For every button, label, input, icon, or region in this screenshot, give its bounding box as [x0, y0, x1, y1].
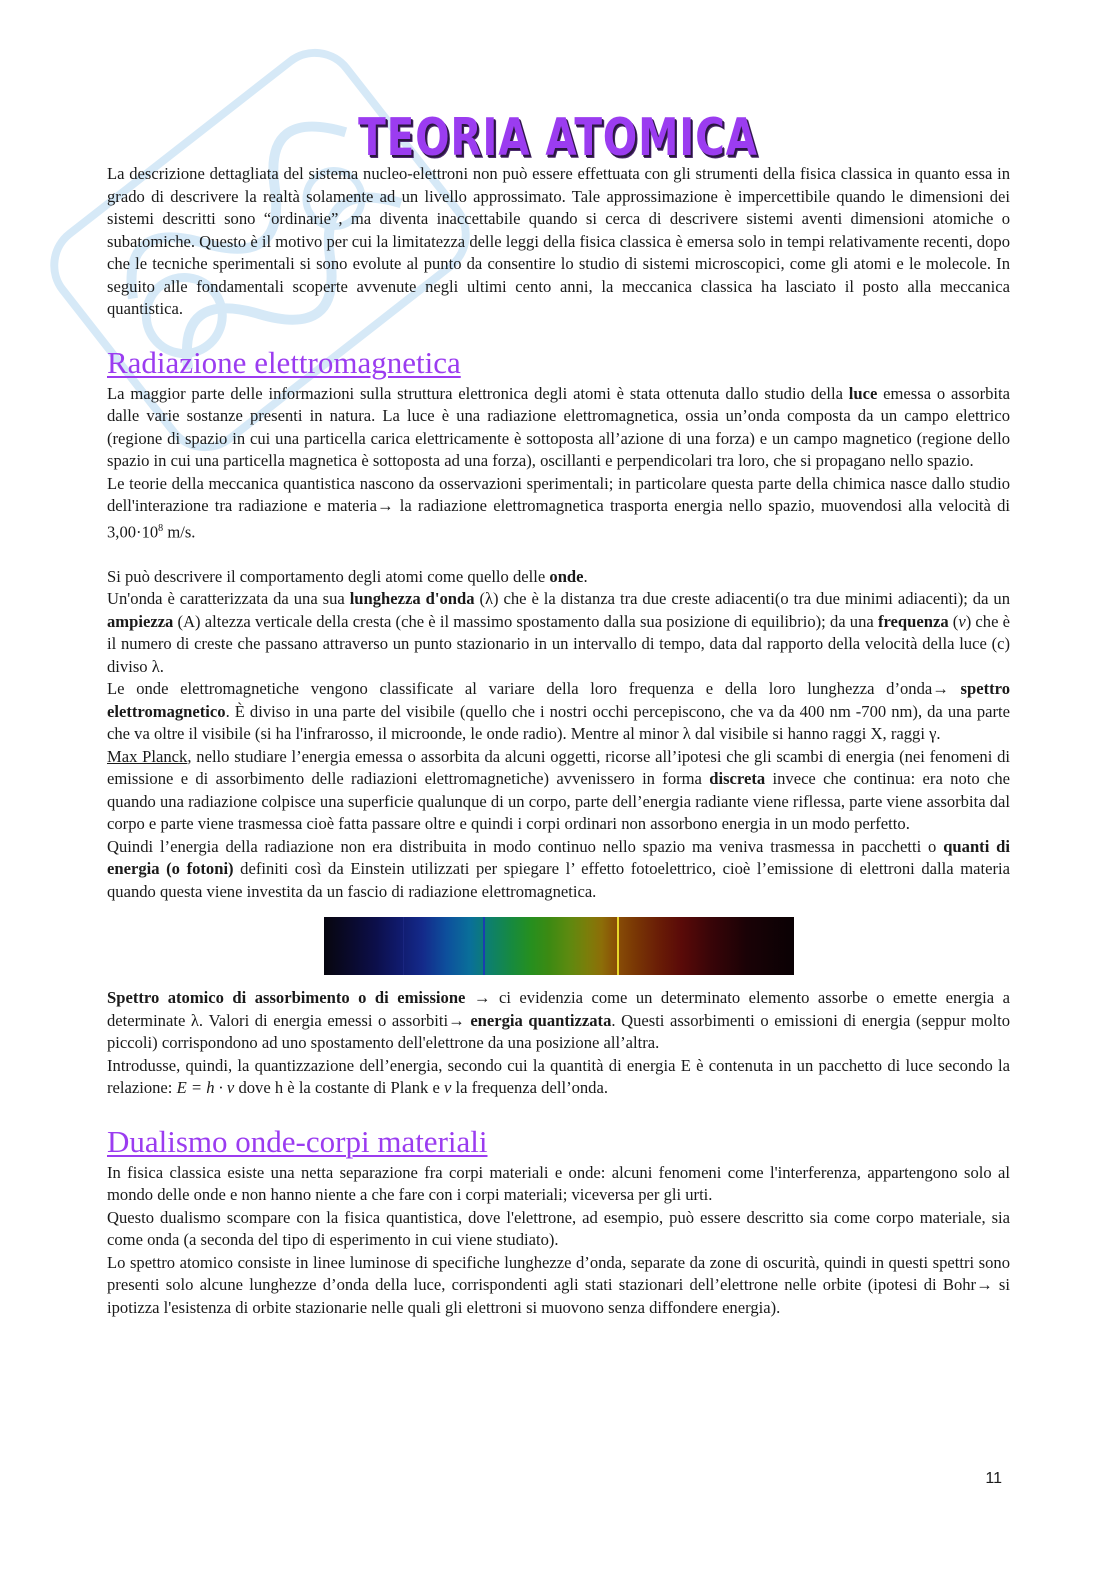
paragraph-teorie: Le teorie della meccanica quantistica nascono da osservazioni sperimentali; in particolare questa parte della chimica nasce dallo studio dell'interazione tra radiazione e materia→ la radiazione elettromagnetica trasporta energia nello spazio, muovendosi alla velocità di $3,00\cdot 10^8$ m/s. [107, 473, 1010, 542]
paragraph-planck: Max Planck, nello studiare l’energia emessa o assorbita da alcuni oggetti, ricorse all’ipotesi che gli scambi di energia (nei fenomeni di emissione e di assorbimento delle radiazioni elettromagnetiche) avvenissero in forma discreta invece che continua: era noto che quando una radiazione colpisce una superficie qualunque di un corpo, parte dell’energia radiante viene riflessa, parte viene assorbita dal corpo e parte viene trasmessa cioè fatta passare oltre e quindi i corpi ordinari non assorbono energia in un modo perfetto. [107, 746, 1010, 834]
spectrum-line [483, 917, 485, 975]
section-heading-radiazione: Radiazione elettromagnetica [107, 344, 461, 380]
paragraph-onde: Si può descrivere il comportamento degli atomi come quello delle onde. [107, 566, 588, 586]
paragraph-fisica-classica: In fisica classica esiste una netta separazione fra corpi materiali e onde: alcuni fenomeni come l'interferenza, appartengono solo al mondo delle onde e non hanno niente a che fare con i corpi materiali; viceversa per gli urti. [107, 1162, 1010, 1205]
paragraph-spettro: Le onde elettromagnetiche vengono classificate al variare della loro frequenza e della loro lunghezza d’onda→ spettro elettromagnetico. È diviso in una parte del visibile (quello che i nostri occhi percepiscono, che va da 400 nm -700 nm), da una parte che va oltre il visibile (si ha l'infrarosso, il microonde, le onde radio). Mentre al minor λ dal visibile si hanno raggi X, raggi γ. [107, 679, 1010, 744]
paragraph-dualismo: Questo dualismo scompare con la fisica quantistica, dove l'elettrone, ad esempio, può essere descritto sia come corpo materiale, sia come onda (a seconda del tipo di esperimento in cui viene studiato). [107, 1207, 1010, 1250]
paragraph-luce: La maggior parte delle informazioni sulla struttura elettronica degli atomi è stata ottenuta dallo studio della luce emessa o assorbita dalle varie sostanze presenti in natura. La luce è una radiazione elettromagnetica, ossia un’onda composta da un campo elettrico (regione di spazio in cui una particella carica elettricamente è sottoposta all’azione di una forza) e un campo magnetico (regione dello spazio in cui una particella magnetica è sottoposta ad una forza), oscillanti e perpendicolari tra loro, che si propagano nello spazio. [107, 383, 1010, 470]
intro-paragraph: La descrizione dettagliata del sistema nucleo-elettroni non può essere effettuata con gli strumenti della fisica classica in quanto essa in grado di descrivere la realtà solamente ad un livello approssimato. Tale approssimazione è impercettibile quando le dimensioni dei sistemi descritti sono “ordinarie”, ma diventa inaccettabile quando si cerca di descrivere sistemi aventi dimensioni atomiche o subatomiche. Questo è il motivo per cui la limitatezza delle leggi della fisica classica è emersa solo in tempi relativamente recenti, dopo che le tecniche sperimentali si sono evolute al punto da consentire lo studio di sistemi microscopici, come gli atomi e le molecole. In seguito alle fondamentali scoperte avvenute negli ultimi cento anni, la meccanica classica ha lasciato il posto alla meccanica quantistica. [107, 164, 1010, 318]
document-body [107, 163, 1010, 1319]
page-title: TEORIA ATOMICA [358, 108, 758, 168]
emission-spectrum-image [324, 917, 794, 975]
planck-formula: E = h · ν [176, 1078, 235, 1098]
paragraph-quantizzazione: Introdusse, quindi, la quantizzazione dell’energia, secondo cui la quantità di energia E è contenuta in un pacchetto di luce secondo la relazione: E = h · ν dove h è la costante di Plank e ν la frequenza dell’onda. [107, 1055, 1010, 1098]
paragraph-quanti: Quindi l’energia della radiazione non era distribuita in modo continuo nello spazio ma veniva trasmessa in pacchetti o quanti di energia (o fotoni) definiti così da Einstein utilizzati per spiegare l’ effetto fotoelettrico, cioè l’emissione di elettroni dalla materia quando questa viene investita da un fascio di radiazione elettromagnetica. [107, 836, 1010, 901]
paragraph-spettro-atomico: Spettro atomico di assorbimento o di emissione → ci evidenzia come un determinato elemento assorbe o emette energia a determinate λ. Valori di energia emessi o assorbiti→ energia quantizzata. Questi assorbimenti o emissioni di energia (seppur molto piccoli) corrispondono ad uno spostamento dell'elettrone da una posizione all’altra. [107, 988, 1010, 1053]
spectrum-line [403, 917, 404, 975]
spectrum-line [617, 917, 619, 975]
section-heading-dualismo: Dualismo onde-corpi materiali [107, 1123, 488, 1159]
paragraph-caratteristiche-onda: Un'onda è caratterizzata da una sua lunghezza d'onda (λ) che è la distanza tra due creste adiacenti(o tra due minimi adiacenti); da un ampiezza (A) altezza verticale della cresta (che è il massimo spostamento dalla sua posizione di equilibrio); da una frequenza (ν) che è il numero di creste che passano attraverso un punto stazionario in un intervallo di tempo, data dal rapporto della velocità della luce (c) diviso λ. [107, 589, 1010, 676]
paragraph-spettro-bohr: Lo spettro atomico consiste in linee luminose di specifiche lunghezze d’onda, separate da zone di oscurità, quindi in questi spettri sono presenti solo alcune lunghezze d’onda della luce, corrispondenti agli stati stazionari dell’elettrone nelle orbite (ipotesi di Bohr→ si ipotizza l'esistenza di orbite stazionarie nelle quali gli elettroni si muovono senza diffondere energia). [107, 1252, 1010, 1317]
spacer [107, 544, 1010, 566]
page-number: 11 [985, 1470, 1002, 1487]
